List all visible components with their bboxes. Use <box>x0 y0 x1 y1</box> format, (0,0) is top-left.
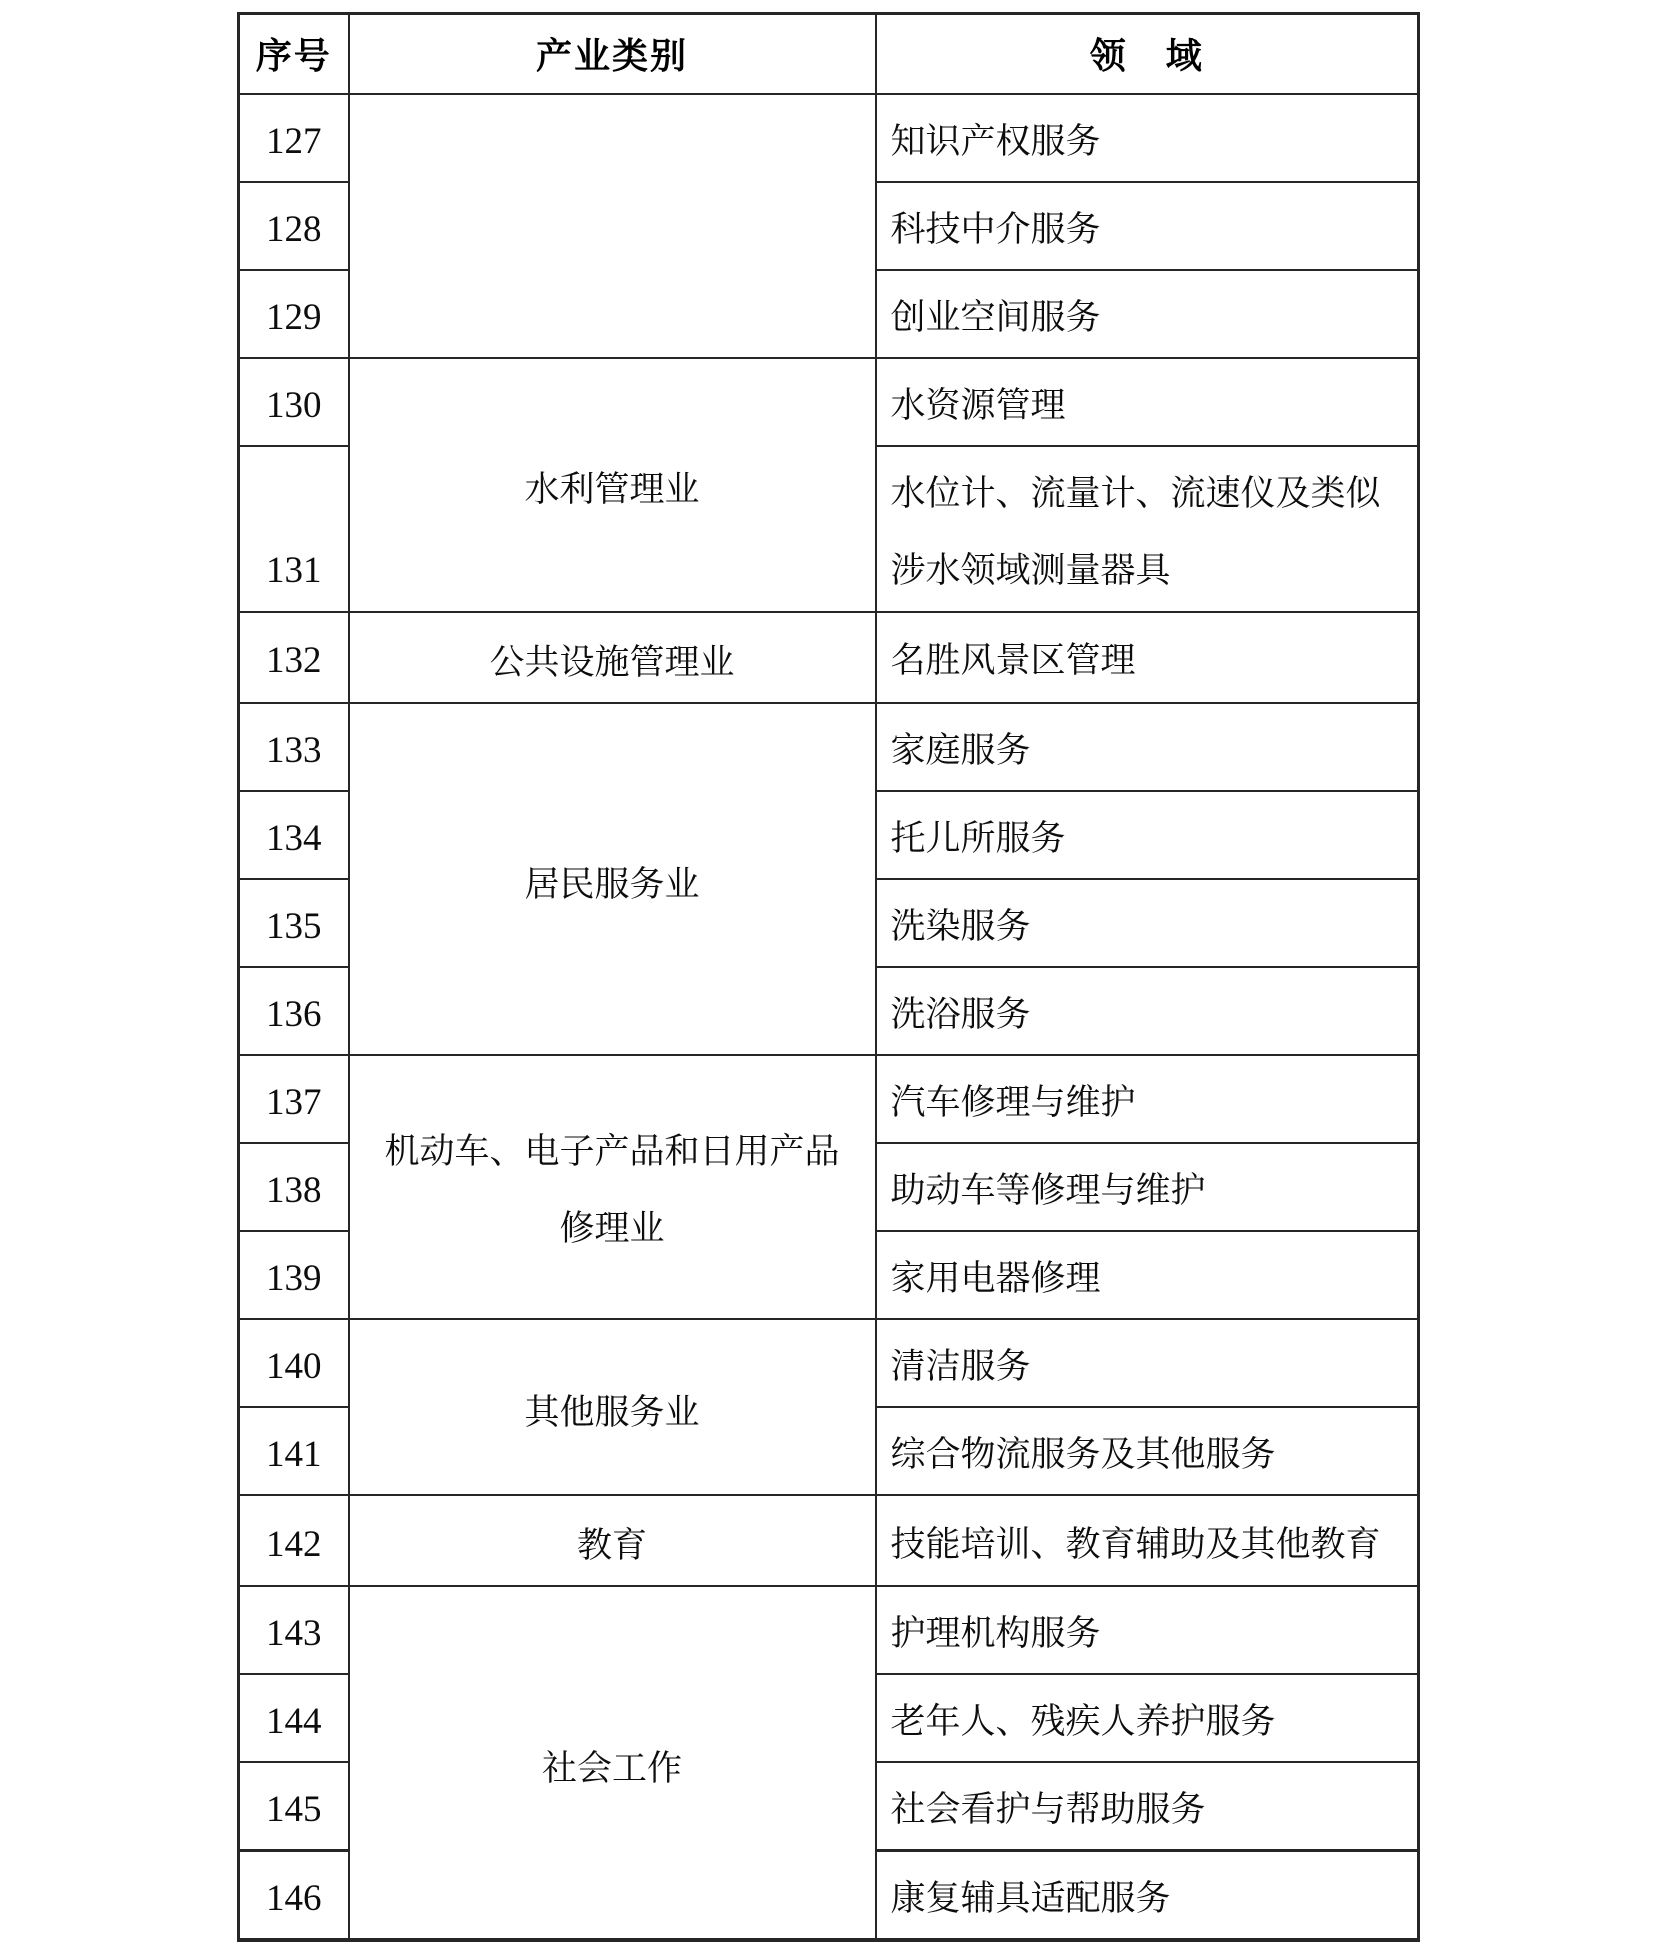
serial-number-cell: 134 <box>239 791 349 879</box>
table-row-140 <box>239 1319 1419 1407</box>
field-cell: 洗浴服务 <box>876 967 1419 1055</box>
table-row-132 <box>239 612 1419 703</box>
field-cell: 家庭服务 <box>876 703 1419 791</box>
field-cell: 水资源管理 <box>876 358 1419 446</box>
table-row-130 <box>239 358 1419 446</box>
category-text: 教育 <box>576 1526 647 1566</box>
field-cell: 托儿所服务 <box>876 791 1419 879</box>
header-serial-number: 序号 <box>239 14 349 94</box>
field-cell <box>876 446 1419 612</box>
serial-number-cell: 136 <box>239 967 349 1055</box>
field-cell: 老年人、残疾人养护服务 <box>876 1674 1419 1762</box>
category-text: 机动车、电子产品和日用产品修理业 <box>384 1132 840 1249</box>
field-cell: 创业空间服务 <box>876 270 1419 358</box>
header-row <box>239 14 1419 94</box>
serial-number-cell: 135 <box>239 879 349 967</box>
category-cell-education <box>349 1495 876 1586</box>
serial-number-cell: 146 <box>239 1851 349 1941</box>
field-cell: 社会看护与帮助服务 <box>876 1762 1419 1851</box>
field-cell: 家用电器修理 <box>876 1231 1419 1319</box>
serial-number-cell: 142 <box>239 1495 349 1586</box>
serial-number-cell: 130 <box>239 358 349 446</box>
serial-number-cell: 129 <box>239 270 349 358</box>
serial-number-cell: 145 <box>239 1762 349 1851</box>
field-cell: 技能培训、教育辅助及其他教育 <box>876 1495 1419 1586</box>
category-text: 其他服务业 <box>524 1392 700 1432</box>
serial-number-cell: 127 <box>239 94 349 182</box>
serial-number-cell: 140 <box>239 1319 349 1407</box>
category-text: 社会工作 <box>541 1748 682 1788</box>
field-cell: 清洁服务 <box>876 1319 1419 1407</box>
serial-number-cell: 131 <box>239 446 349 612</box>
table-row-137 <box>239 1055 1419 1143</box>
category-cell-water-management <box>349 358 876 612</box>
table-row-143 <box>239 1586 1419 1674</box>
serial-number-cell: 144 <box>239 1674 349 1762</box>
field-cell: 助动车等修理与维护 <box>876 1143 1419 1231</box>
serial-number-cell: 137 <box>239 1055 349 1143</box>
header-field: 领 域 <box>876 14 1419 94</box>
table-row-142 <box>239 1495 1419 1586</box>
serial-number-cell: 132 <box>239 612 349 703</box>
category-cell-public-facilities <box>349 612 876 703</box>
serial-number-cell: 139 <box>239 1231 349 1319</box>
category-cell-resident-services <box>349 703 876 1055</box>
field-cell: 护理机构服务 <box>876 1586 1419 1674</box>
industry-category-table <box>237 12 1420 1942</box>
serial-number-cell: 128 <box>239 182 349 270</box>
field-cell: 知识产权服务 <box>876 94 1419 182</box>
category-text: 公共设施管理业 <box>489 642 735 682</box>
table-row-127 <box>239 94 1419 182</box>
field-cell: 综合物流服务及其他服务 <box>876 1407 1419 1495</box>
serial-number-cell: 138 <box>239 1143 349 1231</box>
field-cell: 科技中介服务 <box>876 182 1419 270</box>
table-row-133 <box>239 703 1419 791</box>
serial-number-cell: 141 <box>239 1407 349 1495</box>
field-cell: 洗染服务 <box>876 879 1419 967</box>
field-text: 水位计、流量计、流速仪及类似涉水领域测量器具 <box>890 474 1381 590</box>
header-industry-category: 产业类别 <box>349 14 876 94</box>
category-cell-empty <box>349 94 876 358</box>
field-cell: 康复辅具适配服务 <box>876 1851 1419 1941</box>
category-text: 水利管理业 <box>524 470 700 510</box>
category-cell-other-services <box>349 1319 876 1495</box>
category-cell-vehicle-repair <box>349 1055 876 1319</box>
serial-number-cell: 143 <box>239 1586 349 1674</box>
category-cell-social-work <box>349 1586 876 1940</box>
field-cell: 汽车修理与维护 <box>876 1055 1419 1143</box>
field-cell: 名胜风景区管理 <box>876 612 1419 703</box>
category-text: 居民服务业 <box>524 864 700 904</box>
serial-number-cell: 133 <box>239 703 349 791</box>
